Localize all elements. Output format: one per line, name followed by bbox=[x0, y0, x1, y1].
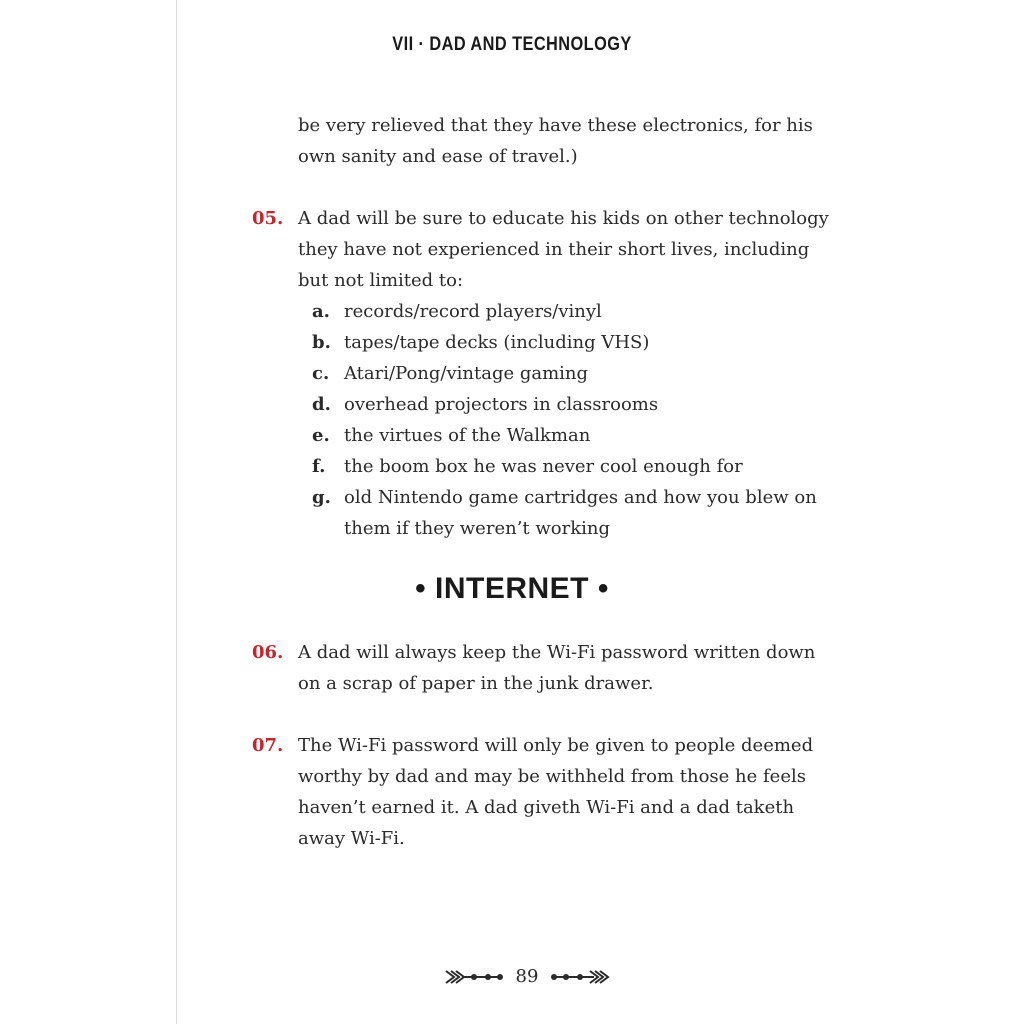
entry-05-line-1: A dad will be sure to educate his kids on other technology bbox=[298, 208, 829, 229]
continuation-line-1: be very relieved that they have these electronics, for his bbox=[298, 115, 813, 136]
list-letter-g: g. bbox=[312, 487, 331, 508]
list-item-c: Atari/Pong/vintage gaming bbox=[344, 363, 589, 384]
list-item-e: the virtues of the Walkman bbox=[344, 425, 591, 446]
page-footer bbox=[0, 962, 1024, 992]
list-item-g: old Nintendo game cartridges and how you blew on bbox=[344, 487, 817, 508]
entry-07-line-1: The Wi-Fi password will only be given to people deemed bbox=[298, 735, 814, 756]
page-gutter-line bbox=[176, 0, 177, 1024]
entry-07-line-3: haven’t earned it. A dad giveth Wi-Fi and a dad taketh bbox=[298, 797, 795, 818]
entry-07-line-4: away Wi-Fi. bbox=[298, 828, 405, 849]
list-letter-c: c. bbox=[312, 363, 330, 384]
right-arrow-ornament-icon bbox=[548, 968, 610, 986]
list-item-d: overhead projectors in classrooms bbox=[344, 394, 659, 415]
list-letter-f: f. bbox=[312, 456, 326, 477]
list-item-a: records/record players/vinyl bbox=[344, 301, 602, 322]
section-heading-internet: • INTERNET • bbox=[415, 572, 609, 605]
continuation-line-2: own sanity and ease of travel.) bbox=[298, 146, 578, 167]
entry-05-line-2: they have not experienced in their short lives, including bbox=[298, 239, 810, 260]
list-letter-d: d. bbox=[312, 394, 331, 415]
entry-06-line-2: on a scrap of paper in the junk drawer. bbox=[298, 673, 654, 694]
chapter-header: VII · DAD AND TECHNOLOGY bbox=[392, 34, 632, 55]
page-number: 89 bbox=[515, 966, 539, 987]
entry-number-05: 05. bbox=[252, 208, 284, 229]
list-item-b: tapes/tape decks (including VHS) bbox=[344, 332, 650, 353]
list-letter-a: a. bbox=[312, 301, 330, 322]
entry-number-07: 07. bbox=[252, 735, 284, 756]
list-letter-b: b. bbox=[312, 332, 331, 353]
entry-07-line-2: worthy by dad and may be withheld from those he feels bbox=[298, 766, 806, 787]
list-letter-e: e. bbox=[312, 425, 330, 446]
list-item-f: the boom box he was never cool enough for bbox=[344, 456, 743, 477]
list-item-g-continued: them if they weren’t working bbox=[344, 518, 610, 539]
entry-05-line-3: but not limited to: bbox=[298, 270, 464, 291]
entry-06-line-1: A dad will always keep the Wi-Fi password written down bbox=[298, 642, 816, 663]
left-arrow-ornament-icon bbox=[444, 968, 506, 986]
entry-number-06: 06. bbox=[252, 642, 284, 663]
